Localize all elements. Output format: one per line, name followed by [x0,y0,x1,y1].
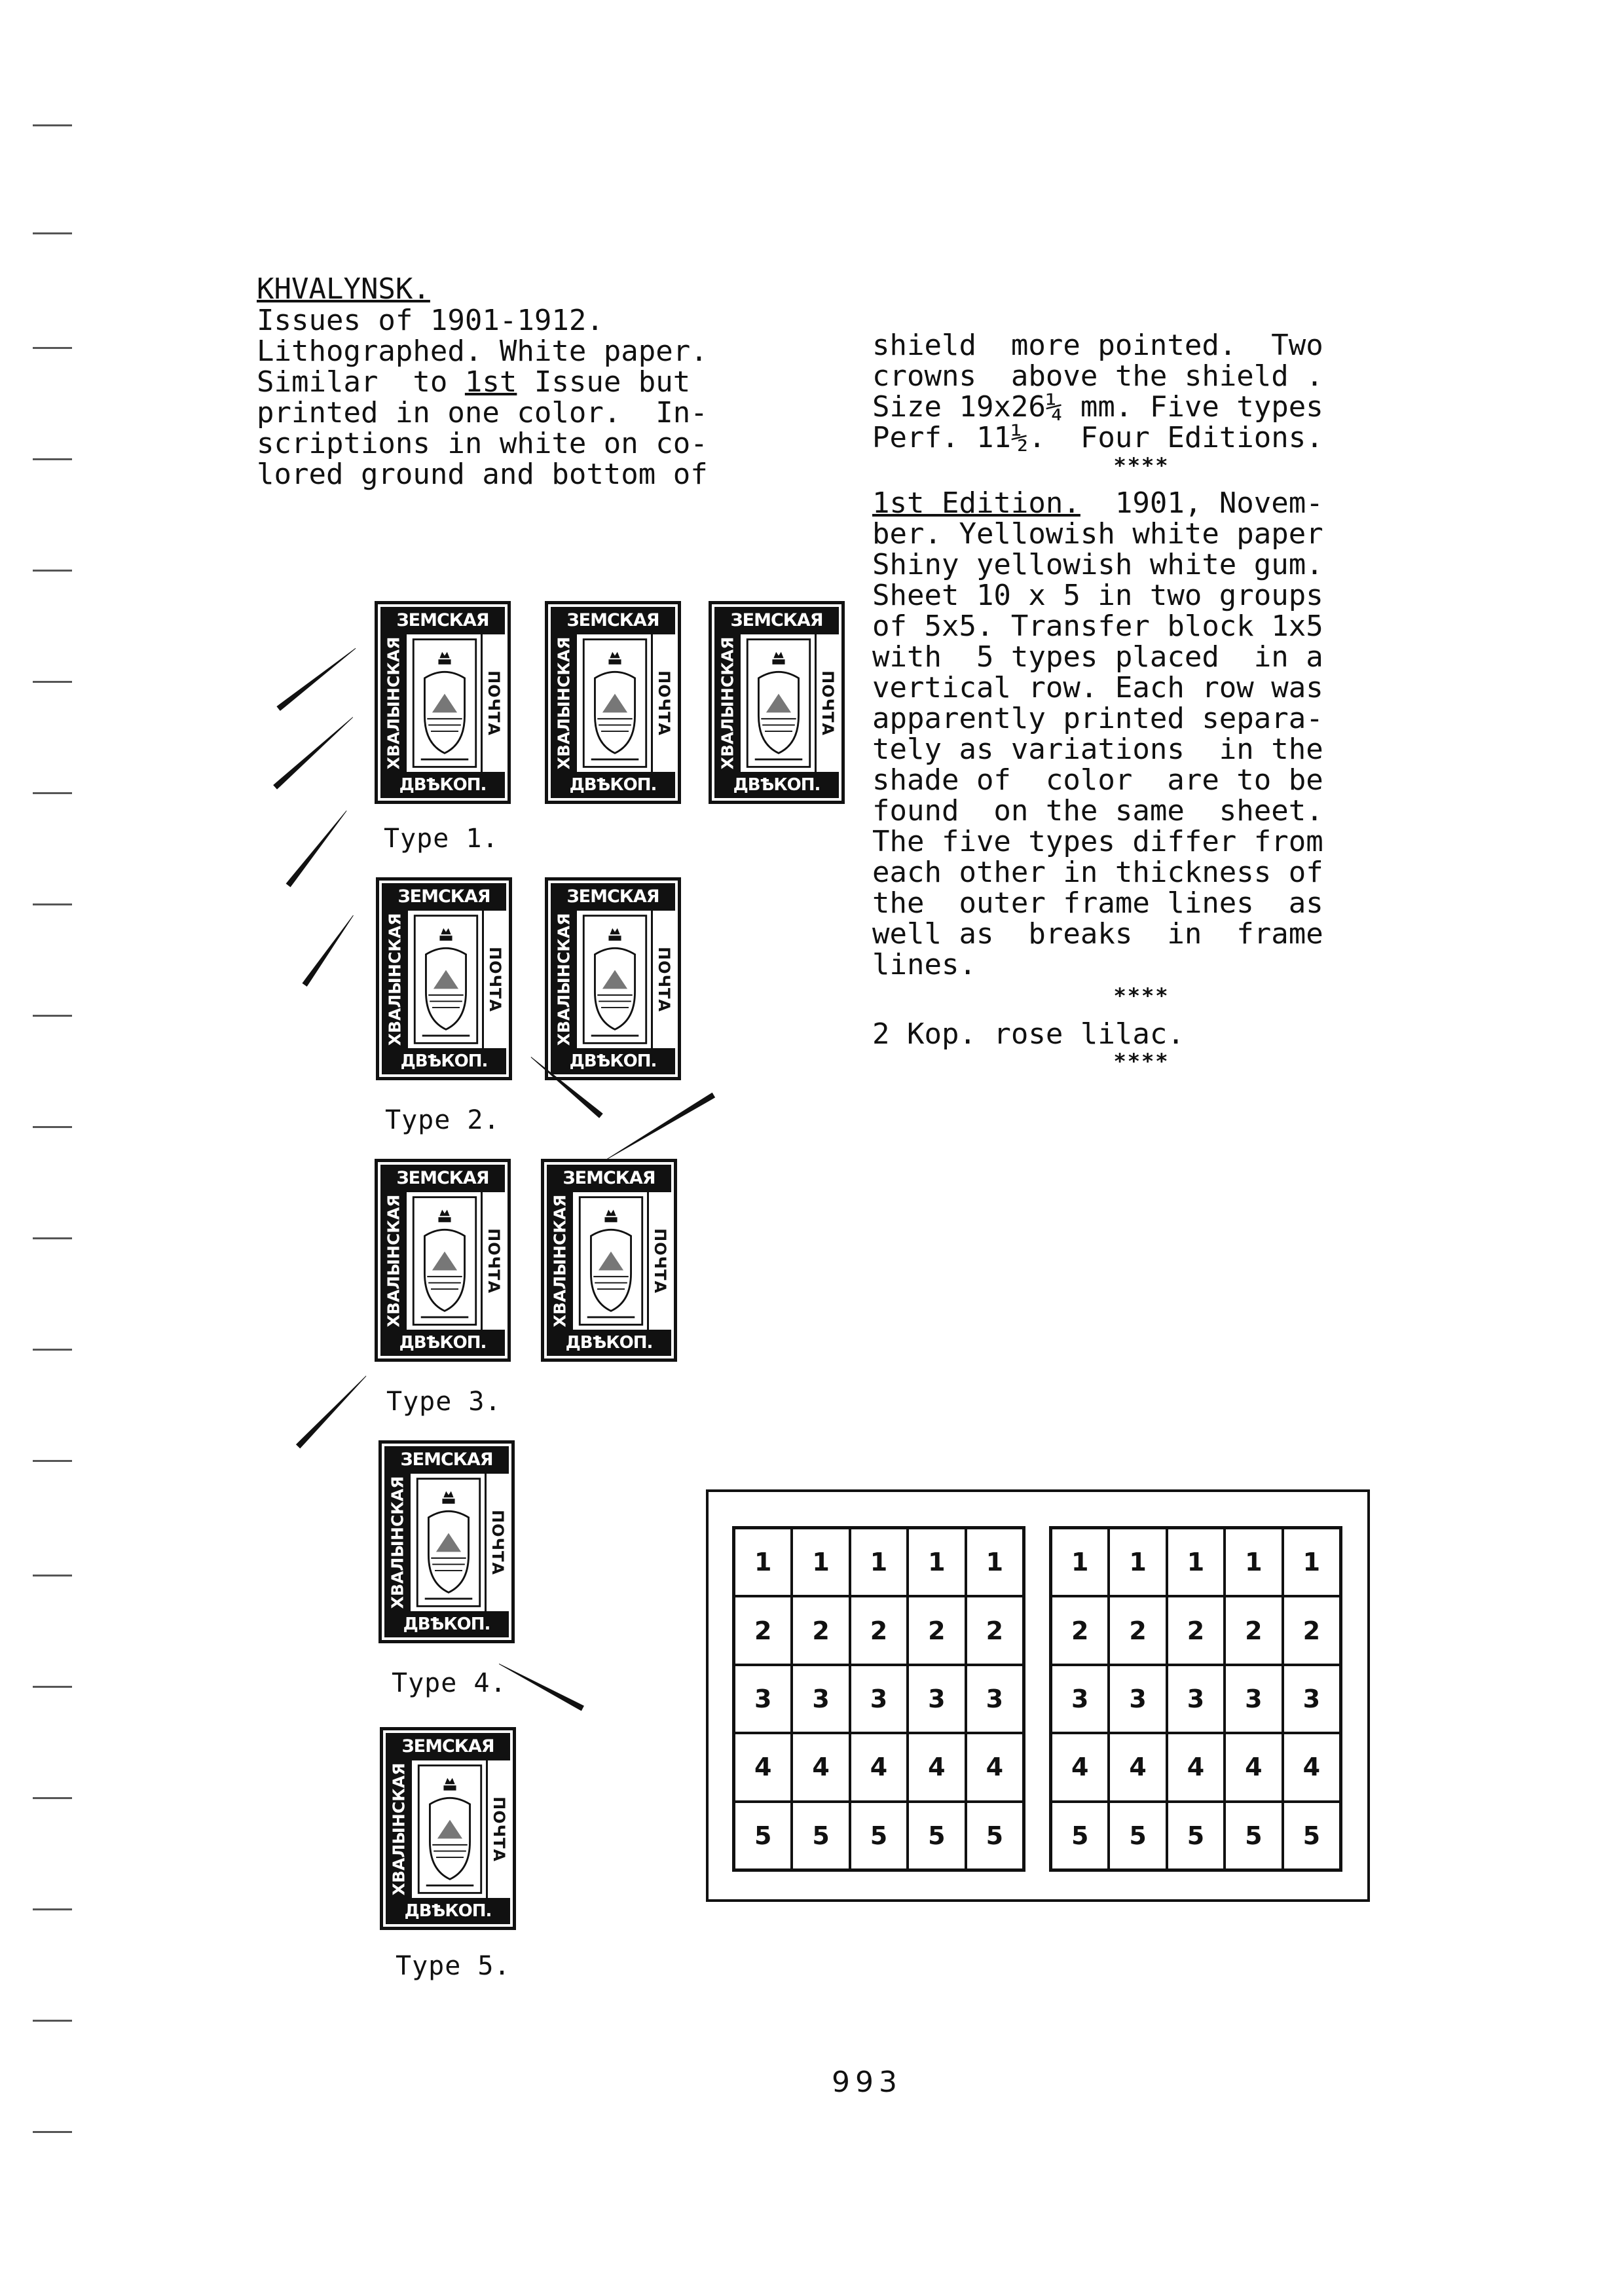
grid-cell: 5 [734,1802,792,1870]
grid-cell: 2 [792,1596,849,1664]
grid-cell: 3 [1051,1665,1109,1733]
pointer-mark [276,646,358,711]
coat-of-arms-icon [573,1192,649,1330]
grid-cell: 4 [850,1733,908,1801]
grid-cell: 3 [1167,1665,1225,1733]
separator-stars: **** [1113,453,1170,478]
text-line: of 5x5. Transfer block 1x5 [872,610,1323,643]
grid-cell: 5 [908,1802,965,1870]
grid-cell: 1 [1225,1528,1282,1596]
margin-tick [33,1797,72,1799]
text-line: Issues of 1901-1912. [257,304,604,337]
page-heading: KHVALYNSK. [257,272,430,306]
grid-cell: 1 [734,1528,792,1596]
grid-cell: 4 [1225,1733,1282,1801]
margin-tick [33,903,72,905]
text-fragment: Issue but [517,365,691,399]
text-line: tely as variations in the [872,733,1323,766]
stamp-top-label: ЗЕМСКАЯ [714,607,839,634]
grid-cell: 5 [1225,1802,1282,1870]
stamp-image [378,1440,515,1643]
margin-tick [33,124,72,126]
text-line: the outer frame lines as [872,886,1323,920]
stamp-top-label: ЗЕМСКАЯ [384,1446,509,1474]
text-line [872,488,1323,519]
stamp-top-label: ЗЕМСКАЯ [386,1733,510,1760]
stamp-right-label: ПОЧТА [655,947,673,1012]
text-line: lines. [872,948,976,981]
stamp-bottom-label: ДВѢКОП. [384,1611,509,1637]
stamp-left-label: ХВАЛЫНСКАЯ [389,1762,409,1896]
coat-of-arms-icon [577,911,653,1048]
stamp-top-label: ЗЕМСКАЯ [547,1165,671,1192]
stamp-right-label: ПОЧТА [651,1228,669,1294]
coat-of-arms-icon [577,634,653,772]
text-line: Perf. 11½. Four Editions. [872,421,1323,454]
stamp-left-label: ХВАЛЫНСКАЯ [388,1476,407,1609]
stamp-left-label: ХВАЛЫНСКАЯ [384,636,403,770]
text-line: shield more pointed. Two [872,329,1323,362]
grid-cell: 1 [792,1528,849,1596]
stamp-image [709,601,845,804]
grid-cell: 4 [1051,1733,1109,1801]
pointer-mark [296,1374,369,1448]
stamp-bottom-label: ДВѢКОП. [547,1330,671,1356]
text-line: printed in one color. In- [257,396,708,429]
coat-of-arms-icon [408,911,484,1048]
stamp-bottom-label: ДВѢКОП. [382,1048,506,1074]
margin-tick [33,347,72,349]
grid-cell: 4 [1283,1733,1340,1801]
stamp-image [375,1159,511,1362]
stamp-image [545,601,681,804]
grid-cell: 2 [734,1596,792,1664]
grid-cell: 3 [1109,1665,1166,1733]
stamp-left-label: ХВАЛЫНСКАЯ [554,913,574,1046]
sheet-layout-diagram [706,1489,1370,1902]
stamp-bottom-label: ДВѢКОП. [380,772,505,798]
left-column-text [257,305,708,490]
grid-cell: 2 [1283,1596,1340,1664]
type-caption: Type 4. [392,1668,507,1698]
stamp-image [545,877,681,1080]
margin-tick [33,1908,72,1910]
margin-tick [33,458,72,460]
grid-cell: 2 [966,1596,1024,1664]
stamp-left-label: ХВАЛЫНСКАЯ [550,1194,570,1328]
page-number: 993 [832,2066,902,2099]
stamp-image [380,1727,516,1930]
grid-cell: 2 [1167,1596,1225,1664]
margin-tick [33,570,72,572]
type-caption: Type 5. [396,1951,511,1981]
text-line: Shiny yellowish white gum. [872,548,1323,581]
margin-tick [33,1686,72,1688]
text-line: The five types differ from [872,825,1323,858]
grid-cell: 5 [1167,1802,1225,1870]
separator-stars: **** [1113,983,1170,1008]
grid-cell: 5 [1051,1802,1109,1870]
text-line: Sheet 10 x 5 in two groups [872,579,1323,612]
stamp-right-label: ПОЧТА [489,1510,507,1575]
margin-tick [33,1460,72,1462]
stamp-left-label: ХВАЛЫНСКАЯ [718,636,737,770]
stamp-left-label: ХВАЛЫНСКАЯ [385,913,405,1046]
stamp-bottom-label: ДВѢКОП. [551,1048,675,1074]
margin-tick [33,232,72,234]
stamp-left-label: ХВАЛЫНСКАЯ [384,1194,403,1328]
grid-cell: 3 [734,1665,792,1733]
stamp-right-label: ПОЧТА [655,670,673,736]
grid-cell: 3 [1283,1665,1340,1733]
type-caption: Type 3. [386,1387,502,1417]
coat-of-arms-icon [407,634,483,772]
grid-cell: 2 [908,1596,965,1664]
grid-cell: 2 [1225,1596,1282,1664]
margin-tick [33,792,72,794]
text-line: scriptions in white on co- [257,427,708,460]
grid-cell: 4 [966,1733,1024,1801]
text-line: found on the same sheet. [872,794,1323,828]
pointer-mark [273,715,355,790]
grid-cell: 3 [908,1665,965,1733]
text-line: each other in thickness of [872,856,1323,889]
type-caption: Type 1. [384,824,499,854]
grid-cell: 5 [850,1802,908,1870]
stamp-top-label: ЗЕМСКАЯ [551,883,675,911]
left-block [732,1526,1025,1872]
edition-block [872,488,1323,980]
coat-of-arms-icon [411,1474,487,1611]
grid-cell: 4 [1109,1733,1166,1801]
text-line: shade of color are to be [872,763,1323,797]
text-line: Lithographed. White paper. [257,335,708,368]
stamp-bottom-label: ДВѢКОП. [380,1330,505,1356]
grid-cell: 3 [792,1665,849,1733]
grid-cell: 1 [908,1528,965,1596]
margin-tick [33,681,72,683]
stamp-right-label: ПОЧТА [485,670,503,736]
stamp-bottom-label: ДВѢКОП. [386,1898,510,1924]
grid-cell: 3 [850,1665,908,1733]
margin-tick [33,1015,72,1017]
margin-tick [33,1575,72,1576]
coat-of-arms-icon [741,634,817,772]
grid-cell: 1 [1109,1528,1166,1596]
right-block [1049,1526,1342,1872]
first-issue-ref: 1st [464,365,517,399]
stamp-right-label: ПОЧТА [485,1228,503,1294]
grid-cell: 4 [792,1733,849,1801]
stamp-image [376,877,512,1080]
grid-cell: 2 [1051,1596,1109,1664]
grid-cell: 2 [850,1596,908,1664]
text-line: ber. Yellowish white paper [872,517,1323,551]
pointer-mark [606,1093,715,1162]
value-line: 2 Kop. rose lilac. [872,1017,1185,1051]
stamp-top-label: ЗЕМСКАЯ [380,1165,505,1192]
stamp-right-label: ПОЧТА [819,670,837,736]
stamp-right-label: ПОЧТА [490,1796,508,1862]
stamp-left-label: ХВАЛЫНСКАЯ [554,636,574,770]
text-line: crowns above the shield . [872,359,1323,393]
pointer-mark [286,809,348,887]
stamp-bottom-label: ДВѢКОП. [714,772,839,798]
grid-cell: 4 [908,1733,965,1801]
coat-of-arms-icon [407,1192,483,1330]
grid-cell: 1 [1167,1528,1225,1596]
grid-cell: 3 [966,1665,1024,1733]
grid-cell: 5 [1109,1802,1166,1870]
text-line: Size 19x26¼ mm. Five types [872,390,1323,424]
margin-tick [33,2131,72,2133]
grid-cell: 5 [1283,1802,1340,1870]
grid-cell: 4 [734,1733,792,1801]
pointer-mark [498,1661,584,1711]
stamp-right-label: ПОЧТА [486,947,504,1012]
pointer-mark [302,913,356,987]
text-line: vertical row. Each row was [872,671,1323,704]
stamp-image [541,1159,677,1362]
grid-cell: 1 [1051,1528,1109,1596]
text-line [257,367,708,397]
text-line: lored ground and bottom of [257,458,708,491]
grid-cell: 1 [1283,1528,1340,1596]
text-fragment: Similar to [257,365,465,399]
stamp-top-label: ЗЕМСКАЯ [551,607,675,634]
text-line: well as breaks in frame [872,917,1323,951]
margin-tick [33,2020,72,2022]
stamp-top-label: ЗЕМСКАЯ [382,883,506,911]
margin-tick [33,1349,72,1351]
grid-cell: 2 [1109,1596,1166,1664]
stamp-bottom-label: ДВѢКОП. [551,772,675,798]
right-column-top [872,330,1323,453]
edition-title: 1st Edition. [872,486,1080,520]
grid-cell: 4 [1167,1733,1225,1801]
coat-of-arms-icon [412,1760,488,1898]
text-fragment: 1901, Novem- [1080,486,1323,520]
stamp-top-label: ЗЕМСКАЯ [380,607,505,634]
margin-tick [33,1126,72,1128]
grid-cell: 3 [1225,1665,1282,1733]
grid-cell: 5 [792,1802,849,1870]
type-caption: Type 2. [385,1105,500,1135]
grid-cell: 1 [850,1528,908,1596]
grid-cell: 1 [966,1528,1024,1596]
separator-stars: **** [1113,1049,1170,1074]
grid-cell: 5 [966,1802,1024,1870]
text-line: apparently printed separa- [872,702,1323,735]
margin-tick [33,1237,72,1239]
stamp-image [375,601,511,804]
text-line: with 5 types placed in a [872,640,1323,674]
